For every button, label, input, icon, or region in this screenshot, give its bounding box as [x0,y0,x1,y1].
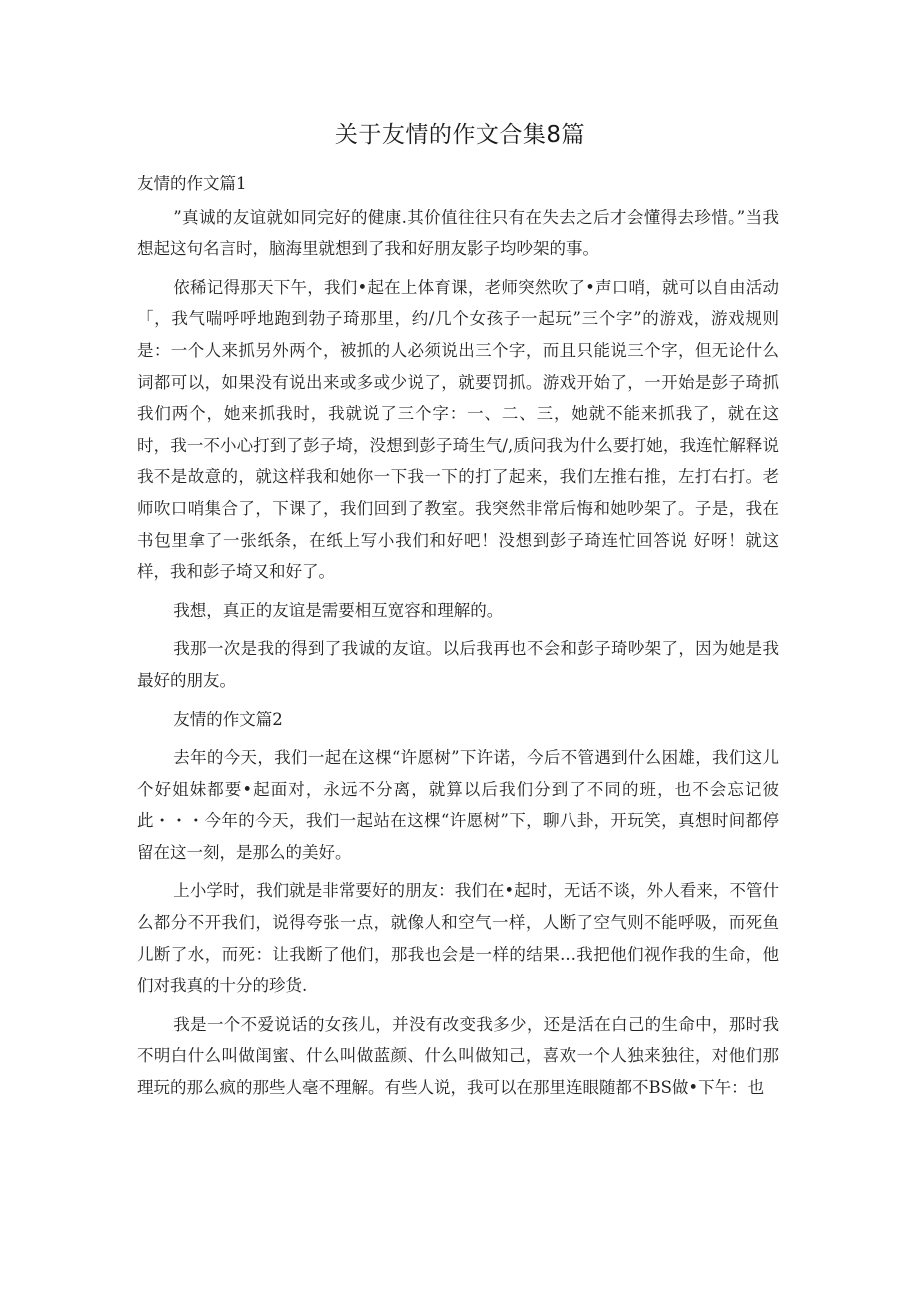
section-1-paragraph-1: ”真诚的友谊就如同完好的健康.其价值往往只有在失去之后才会懂得去珍惜。”当我想起这句名言时，脑海里就想到了我和好朋友影子均吵架的事。 [137,207,779,259]
document-body [137,168,779,1111]
section-1-paragraph-3: 我想，真正的友谊是需要相互宽容和理解的。 [173,600,504,620]
section-1-paragraph-2: 依稀记得那天下午，我们•起在上体育课，老师突然吹了•声口哨，就可以自由活动「，我气喘呼呼地跑到勃子琦那里，约/几个女孩子一起玩”三个字”的游戏，游戏规则是：一个人来抓另外两个，被抓的人必须说出三个字，而且只能说三个字，但无论什么词都可以，如果没有说出来或多或少说了，就要罚抓。游戏开始了，一开始是彭子琦抓我们两个，她来抓我时，我就说了三个字：一、二、三，她就不能来抓我了，就在这时，我一不小心打到了彭子埼，没想到彭子琦生气/,质问我为什么要打她，我连忙解释说我不是故意的，就这样我和她你一下我一下的打了起来，我们左推右推，左打右打。老师吹口哨集合了，下课了，我们回到了教室。我突然非常后悔和她吵架了。子是，我在书包里拿了一张纸条，在纸上写小我们和好吧！没想到彭子琦连忙回答说 好呀！就这样，我和彭子埼又和好了。 [137,277,779,582]
document-title: 关于友情的作文合集8篇 [334,122,586,148]
section-2-paragraph-1: 去年的今天，我们一起在这棵“许愿树”下许诺，今后不管遇到什么困雄，我们这儿个好姐妹都要•起面对，永远不分离，就算以后我们分到了不同的班，也不会忘记彼此・・・今年的今天，我们一起站在这棵“许愿树”下，聊八卦，开玩笑，真想时间都停留在这一刻，是那么的美好。 [137,748,779,862]
section-1-heading: 友情的作文篇1 [137,174,247,193]
section-2-paragraph-2: 上小学时，我们就是非常要好的朋友：我们在•起时，无话不谈，外人看来，不管什么都分不开我们，说得夸张一点，就像人和空气一样，人断了空气则不能呼吸，而死鱼儿断了水，而死：让我断了他们，那我也会是一样的结果...我把他们视作我的生命，他们对我真的十分的珍货. [137,881,779,996]
section-1-paragraph-4: 我那一次是我的得到了我诚的友谊。以后我再也不会和彭子琦吵架了，因为她是我最好的朋友。 [137,639,779,690]
section-2-paragraph-3: 我是一个不爱说话的女孩儿，并没有改变我多少，还是活在白己的生命中，那时我不明白什么叫做闺蜜、什么叫做蓝颜、什么叫做知己，喜欢一个人独来独往，对他们那理玩的那么疯的那些人毫不理解。有些人说，我可以在那里连眼随都不BS做•下午：也 [137,1014,779,1098]
section-2-heading: 友情的作文篇2 [173,709,283,729]
